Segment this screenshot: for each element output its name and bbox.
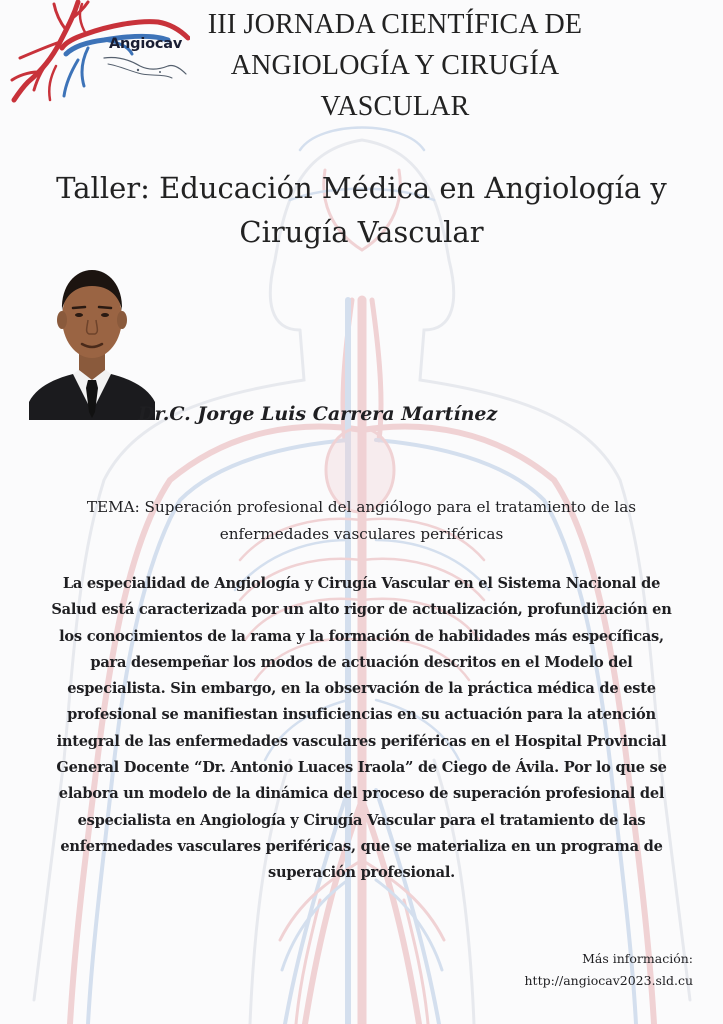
more-info bbox=[525, 948, 694, 992]
topic-heading bbox=[30, 494, 693, 548]
abstract-line: para desempeñar los modos de actuación descritos en el Modelo del bbox=[90, 653, 633, 671]
abstract-line: enfermedades vasculares periféricas, que se materializa en un programa de bbox=[60, 837, 663, 855]
event-title bbox=[180, 4, 610, 127]
abstract-line: General Docente “Dr. Antonio Luaces Iraola” de Ciego de Ávila. Por lo que se bbox=[56, 759, 667, 777]
abstract-line: integral de las enfermedades vasculares periféricas en el Hospital Provincial bbox=[56, 732, 667, 750]
angiocav-logo bbox=[8, 0, 190, 104]
abstract-line: especialista en Angiología y Cirugía Vascular para el tratamiento de las bbox=[77, 811, 646, 829]
abstract-line: profesional se manifiestan insuficiencias en su actuación para la atención bbox=[67, 706, 656, 724]
speaker-portrait bbox=[27, 262, 157, 420]
abstract-line: superación profesional. bbox=[268, 864, 455, 882]
workshop-title-line: Cirugía Vascular bbox=[239, 215, 484, 249]
event-title-line: III JORNADA CIENTÍFICA DE bbox=[207, 9, 583, 40]
event-title-line: VASCULAR bbox=[320, 91, 470, 122]
more-info-label: Más información: bbox=[582, 951, 693, 966]
workshop-title-line: Taller: Educación Médica en Angiología y bbox=[56, 171, 667, 205]
abstract-line: elabora un modelo de la dinámica del proceso de superación profesional del bbox=[58, 785, 665, 803]
abstract-line: los conocimientos de la rama y la formación de habilidades más específicas, bbox=[59, 627, 664, 645]
speaker-portrait-icon bbox=[27, 262, 157, 420]
abstract-line: La especialidad de Angiología y Cirugía Vascular en el Sistema Nacional de bbox=[62, 575, 661, 592]
topic-line: TEMA: Superación profesional del angiólogo para el tratamiento de las bbox=[86, 498, 637, 516]
vascular-tree-map-logo-icon bbox=[8, 0, 190, 104]
topic-line: enfermedades vasculares periféricas bbox=[219, 525, 504, 543]
abstract-line: Salud está caracterizada por un alto rigor de actualización, profundización en bbox=[51, 601, 672, 619]
logo-wordmark: Angiocav bbox=[109, 36, 183, 52]
event-title-line: ANGIOLOGÍA Y CIRUGÍA bbox=[230, 50, 560, 81]
abstract-line: especialista. Sin embargo, en la observación de la práctica médica de este bbox=[67, 680, 656, 698]
speaker-name: Dr.C. Jorge Luis Carrera Martínez bbox=[138, 403, 498, 425]
more-info-url: http://angiocav2023.sld.cu bbox=[524, 973, 693, 988]
workshop-title bbox=[20, 166, 703, 254]
abstract-paragraph bbox=[14, 571, 709, 887]
